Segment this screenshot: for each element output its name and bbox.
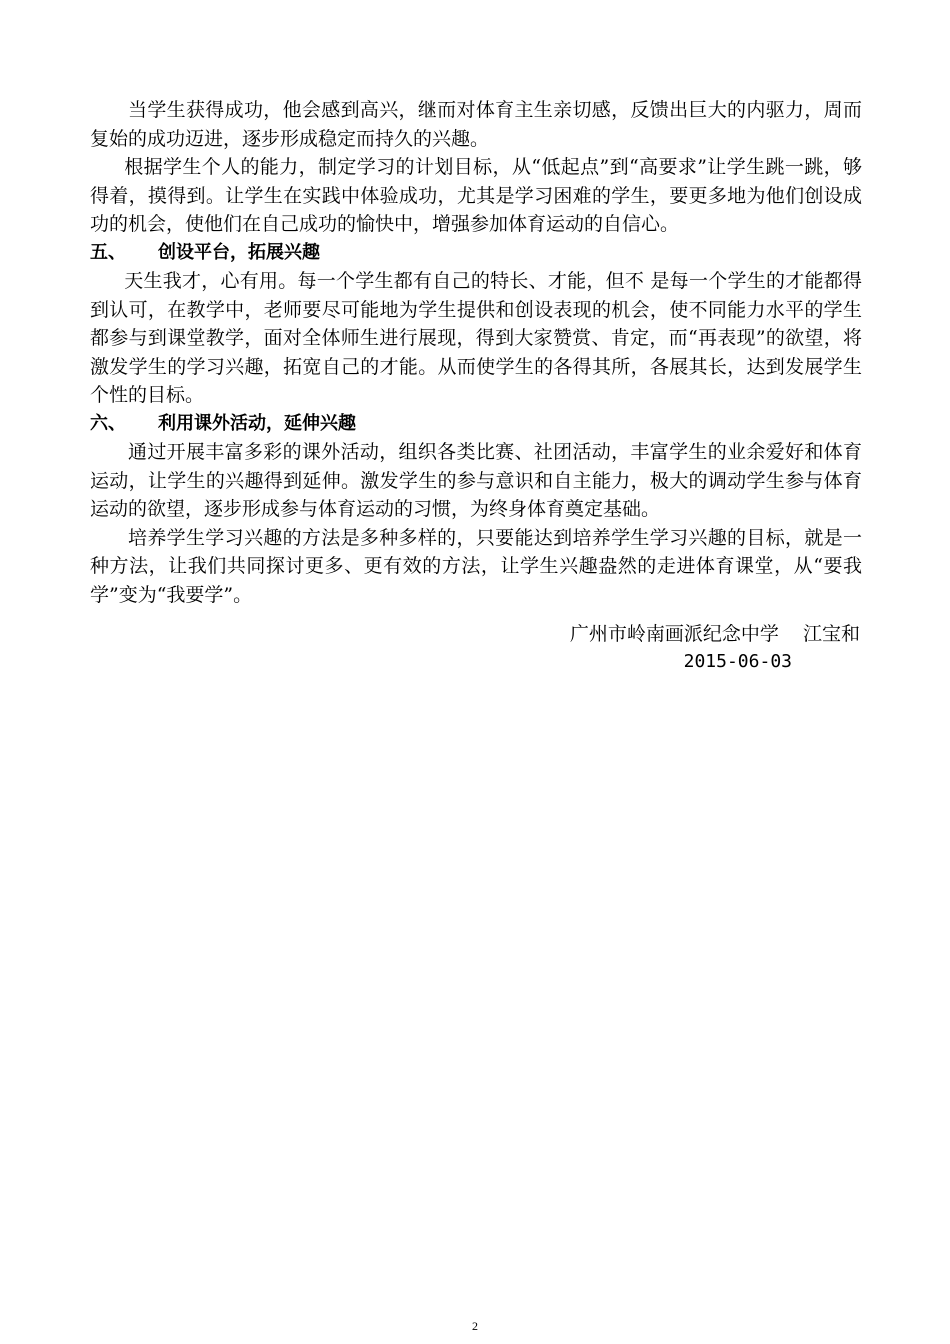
paragraph: 培养学生学习兴趣的方法是多种多样的，只要能达到培养学生学习兴趣的目标，就是一种方法，让我们共同探讨更多、更有效的方法，让学生兴趣盎然的走进体育课堂，从“要我学”变为“我要学”。 [90,526,862,606]
section-number: 五、 [90,241,126,263]
document-body [90,96,862,609]
section-heading-6 [90,410,862,439]
paragraph: 当学生获得成功，他会感到高兴，继而对体育主生亲切感，反馈出巨大的内驱力，周而复始的成功迈进，逐步形成稳定而持久的兴趣。 [90,99,862,150]
section-heading-5 [90,239,862,268]
paragraph: 天生我才，心有用。每一个学生都有自己的特长、才能，但不 是每一个学生的才能都得到认可，在教学中，老师要尽可能地为学生提供和创设表现的机会，使不同能力水平的学生都参与到课堂教学，面对全体师生进行展现，得到大家赞赏、肯定，而“再表现”的欲望，将激发学生的学习兴趣，拓宽自己的才能。从而使学生的各得其所，各展其长，达到发展学生个性的目标。 [90,270,862,406]
signature-date: 2015-06-03 [683,651,792,672]
signature-block [570,620,860,676]
section-title: 利用课外活动，延伸兴趣 [158,412,356,434]
section-title: 创设平台，拓展兴趣 [158,241,320,263]
page-number: 2 [472,1319,478,1333]
paragraph: 通过开展丰富多彩的课外活动，组织各类比赛、社团活动，丰富学生的业余爱好和体育运动，让学生的兴趣得到延伸。激发学生的参与意识和自主能力，极大的调动学生参与体育运动的欲望，逐步形成参与体育运动的习惯，为终身体育奠定基础。 [90,441,862,520]
paragraph: 根据学生个人的能力，制定学习的计划目标，从“低起点”到“高要求”让学生跳一跳，够得着，摸得到。让学生在实践中体验成功，尤其是学习困难的学生，要更多地为他们创设成功的机会，使他们在自己成功的愉快中，增强参加体育运动的自信心。 [90,156,862,235]
section-number: 六、 [90,412,126,434]
signature-author: 广州市岭南画派纪念中学 江宝和 [569,623,860,645]
